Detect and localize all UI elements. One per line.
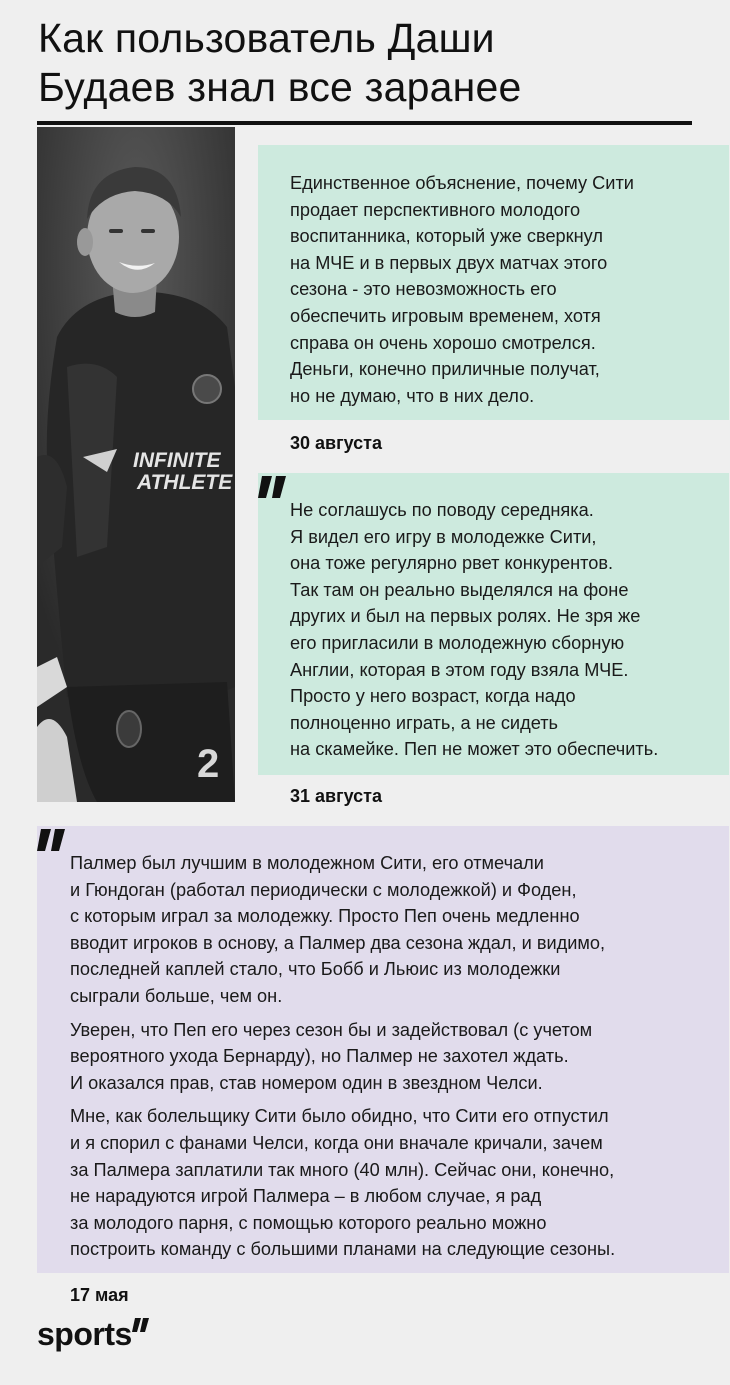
comment-3-line: построить команду с большими планами на следующие сезоны.: [70, 1239, 616, 1260]
comment-1-line: воспитанника, который уже сверкнул: [290, 226, 603, 247]
comment-3-line: вводит игроков в основу, а Палмер два сезона ждал, и видимо,: [70, 932, 606, 953]
title-line-1: Как пользователь Даши: [38, 15, 495, 61]
sports-logo: [37, 1316, 152, 1353]
comment-2-line: она тоже регулярно рвет конкурентов.: [290, 553, 614, 574]
comment-card-2: [258, 473, 729, 775]
logo-text: sports: [37, 1316, 132, 1352]
logo-quote-icon: [132, 1318, 152, 1338]
comment-2-line: Так там он реально выделялся на фоне: [290, 579, 629, 600]
comment-1-line: продает перспективного молодого: [290, 199, 581, 220]
comment-1-line: Деньги, конечно приличные получат,: [290, 359, 600, 380]
comment-3-line: за Палмера заплатили так много (40 млн). Сейчас они, конечно,: [70, 1159, 615, 1180]
comment-1-line: обеспечить игровым временем, хотя: [290, 305, 601, 326]
title-divider: [37, 121, 692, 125]
sponsor-text-2: ATHLETE: [137, 471, 233, 494]
comment-3-line: сыграли больше, чем он.: [70, 985, 283, 1006]
comment-2-line: полноценно играть, а не сидеть: [290, 712, 559, 733]
comment-3-line: И оказался прав, став номером один в звездном Челси.: [70, 1072, 543, 1093]
comment-1-line: но не думаю, что в них дело.: [290, 385, 535, 406]
comment-2-line: его пригласили в молодежную сборную: [290, 632, 625, 653]
comment-3-line: Палмер был лучшим в молодежном Сити, его отмечали: [70, 853, 544, 873]
comment-1-date: 30 августа: [290, 433, 382, 453]
comment-2-line: других и был на первых ролях. Не зря же: [290, 606, 641, 627]
comment-1-line: Единственное объяснение, почему Сити: [290, 173, 634, 193]
comment-3-line: и Гюндоган (работал периодически с молодежкой) и Фоден,: [70, 879, 577, 900]
comment-1-line: на МЧЕ и в первых двух матчах этого: [290, 252, 608, 273]
svg-text:2: 2: [197, 742, 220, 786]
quote-icon: [37, 829, 69, 851]
comment-3-line: и я спорил с фанами Челси, когда они вначале кричали, зачем: [70, 1132, 603, 1153]
quote-icon: [258, 476, 290, 498]
comment-2-line: Не соглашусь по поводу середняка.: [290, 500, 594, 520]
comment-3-line: Уверен, что Пеп его через сезон бы и задействовал (с учетом: [70, 1019, 593, 1040]
comment-card-1: [258, 145, 729, 420]
comment-3-line: Мне, как болельщику Сити было обидно, что Сити его отпустил: [70, 1106, 609, 1127]
sponsor-text-1: INFINITE: [133, 449, 221, 472]
comment-2-line: на скамейке. Пеп не может это обеспечить.: [290, 739, 659, 760]
comment-3-date: 17 мая: [70, 1285, 129, 1305]
comment-2-date: 31 августа: [290, 786, 382, 806]
comment-3-line: не нарадуются игрой Палмера – в любом случае, я рад: [70, 1186, 542, 1207]
comment-3-line: за молодого парня, с помощью которого реально можно: [70, 1212, 547, 1233]
comment-2-line: Просто у него возраст, когда надо: [290, 686, 576, 707]
comment-1-line: справа он очень хорошо смотрелся.: [290, 332, 596, 353]
comment-3-paragraph: [70, 1017, 729, 1097]
comment-3-line: с которым играл за молодежку. Просто Пеп очень медленно: [70, 906, 580, 927]
comment-3-line: последней каплей стало, что Бобб и Льюис из молодежки: [70, 959, 561, 980]
comment-3-paragraph: [70, 1103, 729, 1263]
title-line-2: Будаев знал все заранее: [38, 64, 522, 110]
player-photo: [37, 127, 235, 802]
comment-1-line: сезона - это невозможность его: [290, 279, 557, 300]
comment-2-line: Я видел его игру в молодежке Сити,: [290, 526, 597, 547]
comment-2-line: Англии, которая в этом году взяла МЧЕ.: [290, 659, 629, 680]
comment-card-3: [37, 826, 729, 1273]
comment-3-paragraph: [70, 850, 729, 1010]
page-title: [38, 14, 698, 112]
comment-3-line: вероятного ухода Бернарду), но Палмер не захотел ждать.: [70, 1046, 569, 1067]
